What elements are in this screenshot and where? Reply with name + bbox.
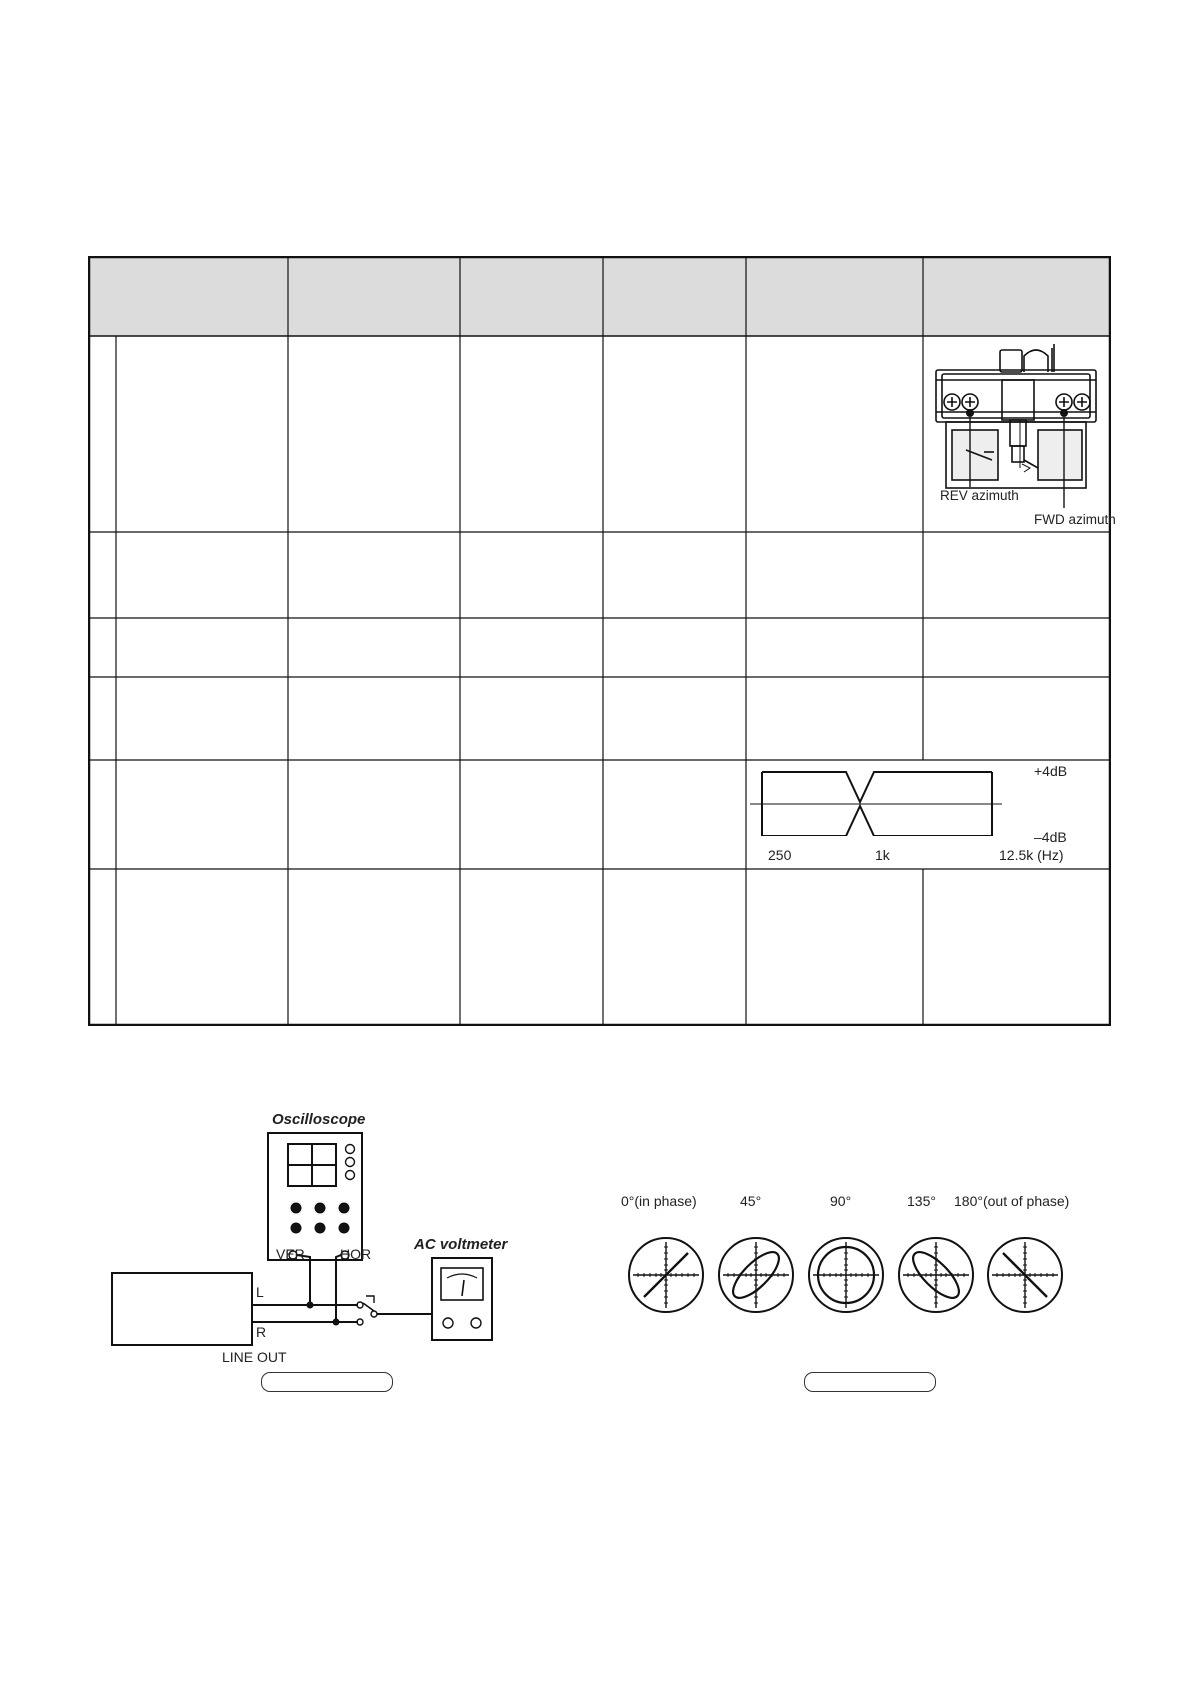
phase-label-0: 0°(in phase) [621, 1193, 697, 1209]
connection-diagram [0, 1100, 600, 1420]
frequency-response-graph [750, 762, 1030, 836]
ac-voltmeter-title: AC voltmeter [414, 1236, 508, 1253]
line-out-label: LINE OUT [222, 1349, 287, 1365]
x-tick-250: 250 [768, 847, 792, 863]
hor-label: HOR [340, 1246, 372, 1262]
phase-135-icon [899, 1238, 973, 1312]
phase-label-135: 135° [907, 1193, 936, 1209]
phase-label-45: 45° [740, 1193, 762, 1209]
phase-45-icon [719, 1238, 793, 1312]
lower-limit-label: –4dB [1034, 829, 1067, 845]
device-box [112, 1273, 252, 1345]
fwd-azimuth-label: FWD azimuth [1034, 512, 1116, 527]
adjustment-table [88, 256, 1116, 1026]
phase-90-icon [809, 1238, 883, 1312]
phase-label-90: 90° [830, 1193, 852, 1209]
figure-caption-box-2 [804, 1372, 936, 1392]
l-label: L [256, 1284, 264, 1300]
phase-patterns [600, 1230, 1140, 1320]
rev-azimuth-label: REV azimuth [940, 488, 1019, 503]
upper-limit-label: +4dB [1034, 763, 1068, 779]
x-tick-1k: 1k [875, 847, 890, 863]
table-header-row [88, 256, 1111, 336]
oscilloscope-title: Oscilloscope [272, 1111, 366, 1128]
ver-label: VER [276, 1246, 305, 1262]
phase-180-icon [988, 1238, 1062, 1312]
figure-caption-box-1 [261, 1372, 393, 1392]
x-tick-12-5k: 12.5k (Hz) [999, 847, 1064, 863]
r-label: R [256, 1324, 267, 1340]
phase-diagram [600, 1180, 1140, 1420]
phase-0-icon [629, 1238, 703, 1312]
oscilloscope-body [268, 1133, 362, 1260]
phase-label-180: 180°(out of phase) [954, 1193, 1070, 1209]
